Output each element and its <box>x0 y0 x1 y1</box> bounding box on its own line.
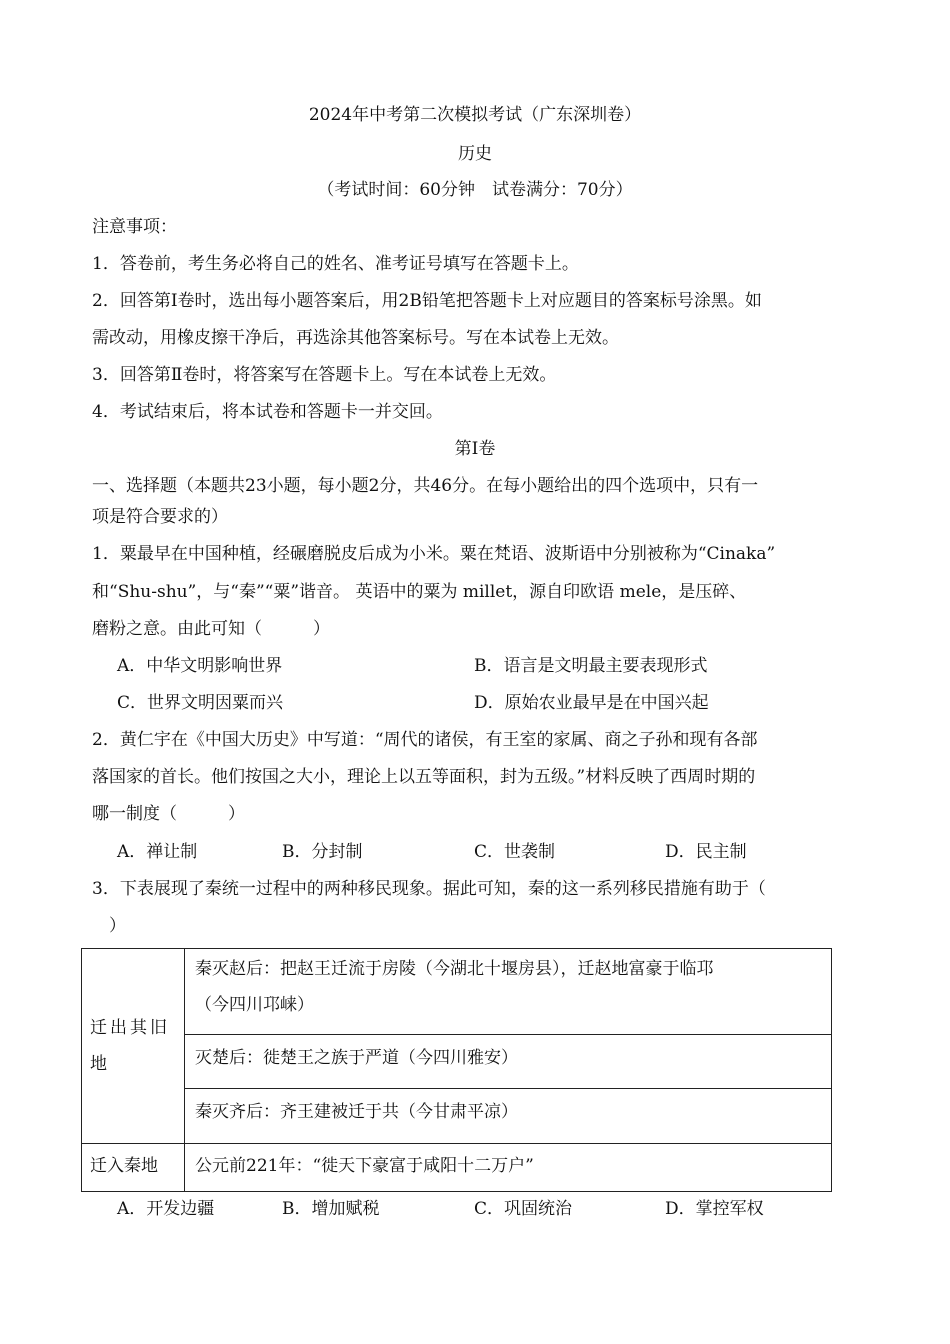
row-qi-text: 秦灭齐后：齐王建被迁于共（今甘肃平凉） <box>195 1102 518 1122</box>
q3-option-d: D．掌控军权 <box>665 1199 764 1219</box>
in-label-text: 迁入秦地 <box>90 1156 158 1176</box>
row-xianyang-cell <box>185 1144 832 1192</box>
q1-option-a: A．中华文明影响世界 <box>117 656 283 676</box>
note-1: 1．答卷前，考生务必将自己的姓名、准考证号填写在答题卡上。 <box>92 254 579 274</box>
row-qi-cell <box>185 1089 832 1144</box>
q1-option-b: B．语言是文明最主要表现形式 <box>474 656 708 676</box>
q3-stem-line-1: 3．下表展现了秦统一过程中的两种移民现象。据此可知，秦的这一系列移民措施有助于（ <box>92 879 766 899</box>
exam-title: 2024年中考第二次模拟考试（广东深圳卷） <box>308 105 642 125</box>
section-instructions-line-1: 一、选择题（本题共23小题，每小题2分，共46分。在每小题给出的四个选项中，只有一 <box>92 476 759 496</box>
row-zhao-cell <box>185 949 832 1035</box>
q1-stem-line-2: 和“Shu-shu”，与“秦”“粟”谐音。 英语中的粟为 millet，源自印欧语 mele，是压碎、 <box>92 582 747 602</box>
q1-option-d: D．原始农业最早是在中国兴起 <box>474 693 709 713</box>
q1-stem-line-1: 1．粟最早在中国种植，经碾磨脱皮后成为小米。粟在梵语、波斯语中分别被称为“Cinaka” <box>92 544 776 564</box>
exam-info: （考试时间：60分钟 试卷满分：70分） <box>317 180 633 200</box>
q2-stem-line-2: 落国家的首长。他们按国之大小，理论上以五等面积，封为五级。”材料反映了西周时期的 <box>92 767 756 787</box>
migration-table <box>81 948 832 1192</box>
q2-option-c: C．世袭制 <box>474 842 556 862</box>
note-4: 4．考试结束后，将本试卷和答题卡一并交回。 <box>92 402 443 422</box>
note-2-line-1: 2．回答第Ⅰ卷时，选出每小题答案后，用2B铅笔把答题卡上对应题目的答案标号涂黑。如 <box>92 291 762 311</box>
q3-option-b: B．增加赋税 <box>282 1199 380 1219</box>
q2-option-d: D．民主制 <box>665 842 747 862</box>
note-3: 3．回答第Ⅱ卷时，将答案写在答题卡上。写在本试卷上无效。 <box>92 365 557 385</box>
out-label-cell <box>82 949 185 1144</box>
q1-stem-line-3: 磨粉之意。由此可知（ ） <box>92 619 330 639</box>
note-2-line-2: 需改动，用橡皮擦干净后，再选涂其他答案标号。写在本试卷上无效。 <box>92 328 619 348</box>
q3-option-a: A．开发边疆 <box>117 1199 215 1219</box>
q1-option-c: C．世界文明因粟而兴 <box>117 693 284 713</box>
q3-option-c: C．巩固统治 <box>474 1199 573 1219</box>
subject-title: 历史 <box>458 144 492 164</box>
in-label-cell <box>82 1144 185 1192</box>
out-label-line-1: 迁出其旧 <box>90 1018 170 1038</box>
row-chu-cell <box>185 1035 832 1089</box>
part-1-title: 第Ⅰ卷 <box>454 439 496 459</box>
out-label-line-2: 地 <box>90 1054 107 1074</box>
row-chu-text: 灭楚后：徙楚王之族于严道（今四川雅安） <box>195 1048 518 1068</box>
q2-option-a: A．禅让制 <box>117 842 198 862</box>
row-zhao-line-2: （今四川邛崃） <box>195 995 314 1015</box>
row-zhao-line-1: 秦灭赵后：把赵王迁流于房陵（今湖北十堰房县），迁赵地富豪于临邛 <box>195 959 714 979</box>
row-xianyang-text: 公元前221年：“徙天下豪富于咸阳十二万户” <box>195 1156 534 1176</box>
q2-option-b: B．分封制 <box>282 842 363 862</box>
q2-stem-line-3: 哪一制度（ ） <box>92 804 245 824</box>
q3-stem-line-2: ） <box>92 916 126 936</box>
notes-heading: 注意事项： <box>92 217 177 237</box>
q2-stem-line-1: 2．黄仁宇在《中国大历史》中写道：“周代的诸侯，有王室的家属、商之子孙和现有各部 <box>92 730 758 750</box>
section-instructions-line-2: 项是符合要求的） <box>92 507 228 527</box>
